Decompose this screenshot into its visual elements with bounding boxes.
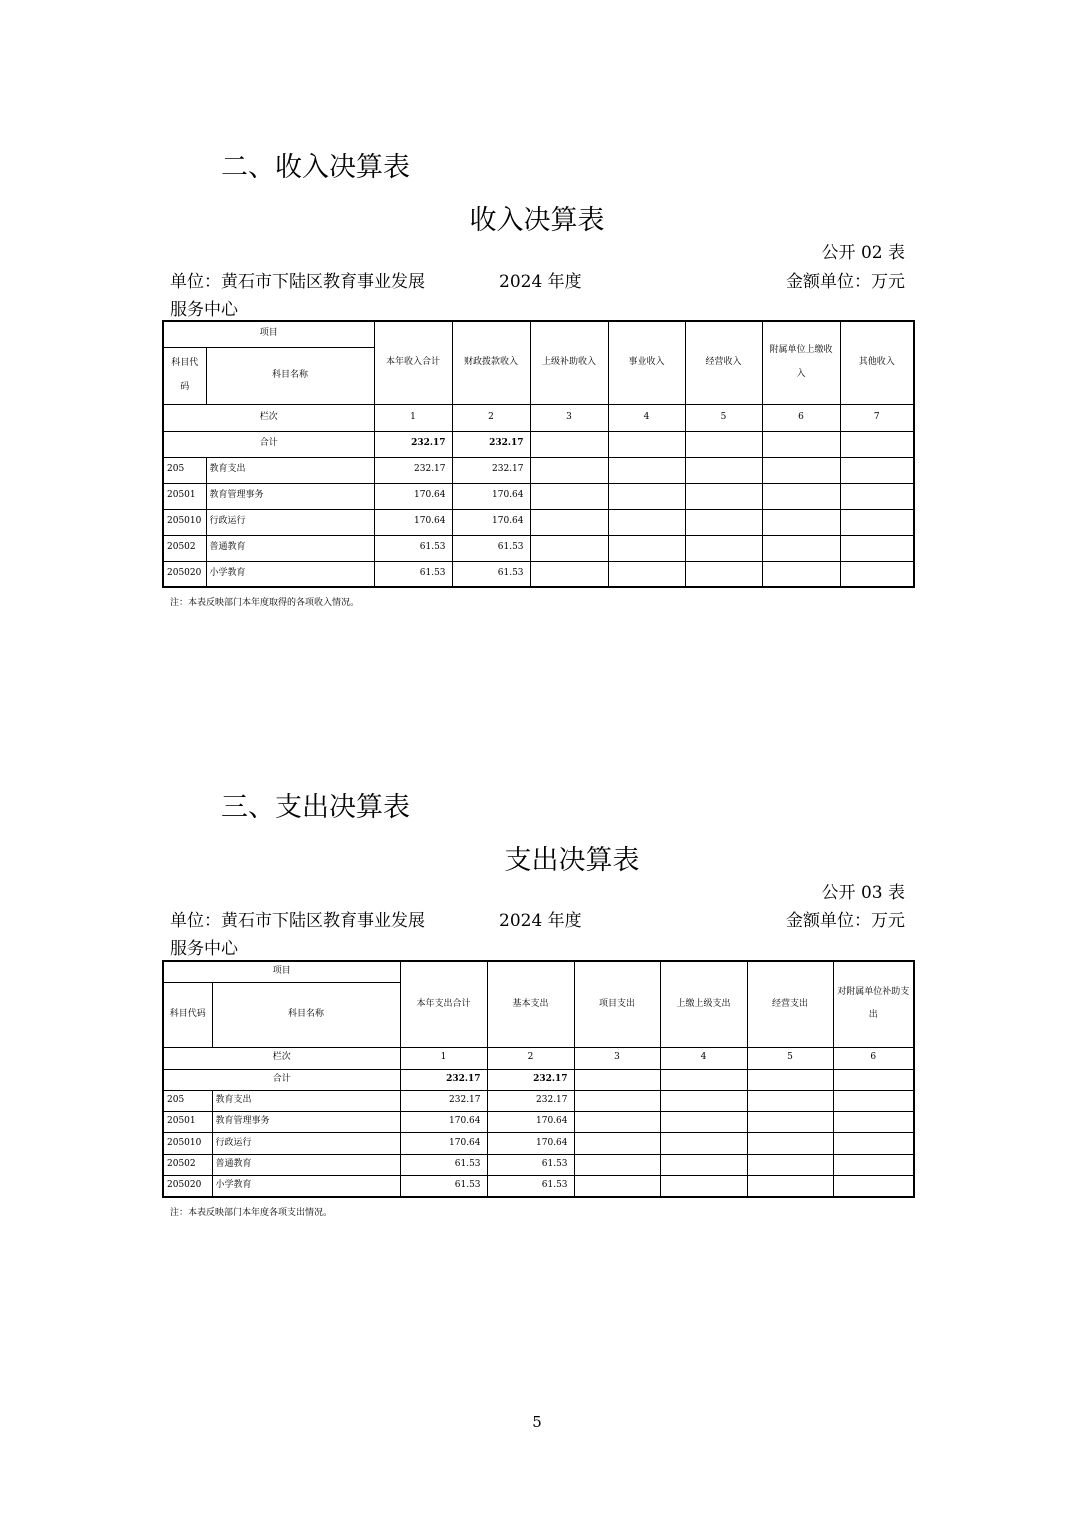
table-row	[163, 1154, 914, 1175]
cell-value: 61.53	[487, 1176, 574, 1197]
total-value	[833, 1069, 914, 1090]
table-title-income: 收入决算表	[469, 205, 605, 236]
column-header: 其他收入	[840, 321, 914, 404]
cell-value: 232.17	[374, 457, 452, 483]
income-table	[162, 320, 915, 588]
subject-name: 教育支出	[206, 457, 374, 483]
table-row	[163, 561, 914, 587]
total-value	[530, 431, 608, 457]
column-index: 3	[574, 1047, 660, 1069]
currency-label: 金额单位：万元	[786, 911, 905, 931]
cell-value: 170.64	[487, 1133, 574, 1154]
cell-value: 232.17	[487, 1090, 574, 1111]
unit-label: 单位：黄石市下陆区教育事业发展	[170, 911, 425, 931]
table-row	[163, 483, 914, 509]
cell-value: 232.17	[452, 457, 530, 483]
subject-code: 205020	[163, 561, 206, 587]
header-code: 科目代码	[163, 347, 206, 404]
subject-code: 20501	[163, 1111, 212, 1132]
cell-value	[660, 1090, 747, 1111]
column-header: 经营支出	[747, 961, 833, 1047]
subject-code: 205	[163, 1090, 212, 1111]
cell-value	[574, 1111, 660, 1132]
cell-value: 170.64	[374, 509, 452, 535]
currency-label: 金额单位：万元	[786, 272, 905, 292]
subject-code: 205	[163, 457, 206, 483]
cell-value	[530, 509, 608, 535]
cell-value: 61.53	[374, 535, 452, 561]
cell-value	[840, 483, 914, 509]
cell-value	[685, 483, 762, 509]
cell-value: 61.53	[374, 561, 452, 587]
cell-value: 170.64	[487, 1111, 574, 1132]
cell-value: 170.64	[374, 483, 452, 509]
cell-value	[747, 1090, 833, 1111]
cell-value	[530, 483, 608, 509]
cell-value	[762, 509, 840, 535]
year-label: 2024 年度	[499, 272, 582, 292]
cell-value	[685, 561, 762, 587]
column-index: 2	[452, 404, 530, 431]
cell-value: 61.53	[400, 1154, 487, 1175]
cell-value	[530, 561, 608, 587]
cell-value	[685, 457, 762, 483]
column-index-row	[163, 404, 914, 431]
total-value	[762, 431, 840, 457]
cell-value	[747, 1111, 833, 1132]
column-index: 5	[747, 1047, 833, 1069]
section-heading-expense: 三、支出决算表	[221, 792, 410, 823]
header-row	[163, 961, 914, 982]
total-value	[747, 1069, 833, 1090]
cell-value: 61.53	[452, 535, 530, 561]
cell-value	[747, 1176, 833, 1197]
form-number: 公开 02 表	[821, 243, 905, 263]
table-row	[163, 1176, 914, 1197]
total-label: 合计	[163, 431, 374, 457]
header-row	[163, 321, 914, 347]
table-title-expense: 支出决算表	[504, 845, 640, 876]
subject-code: 205010	[163, 509, 206, 535]
subject-name: 小学教育	[212, 1176, 400, 1197]
cell-value	[762, 457, 840, 483]
cell-value	[833, 1111, 914, 1132]
column-header: 项目支出	[574, 961, 660, 1047]
cell-value: 170.64	[400, 1111, 487, 1132]
column-header: 对附属单位补助支出	[833, 961, 914, 1047]
cell-value	[762, 561, 840, 587]
subject-code: 20502	[163, 535, 206, 561]
table-row	[163, 1090, 914, 1111]
cell-value	[530, 535, 608, 561]
cell-value: 61.53	[400, 1176, 487, 1197]
unit-label-cont: 服务中心	[170, 939, 238, 959]
cell-value	[660, 1133, 747, 1154]
total-label: 合计	[163, 1069, 400, 1090]
column-index: 4	[660, 1047, 747, 1069]
section-heading-income: 二、收入决算表	[221, 152, 410, 183]
subject-name: 教育管理事务	[212, 1111, 400, 1132]
cell-value	[833, 1176, 914, 1197]
table-note: 注：本表反映部门本年度取得的各项收入情况。	[170, 598, 360, 608]
cell-value	[574, 1090, 660, 1111]
total-value: 232.17	[374, 431, 452, 457]
subject-name: 教育管理事务	[206, 483, 374, 509]
subject-name: 行政运行	[212, 1133, 400, 1154]
total-row	[163, 1069, 914, 1090]
cell-value	[833, 1090, 914, 1111]
cell-value: 170.64	[452, 509, 530, 535]
cell-value	[685, 535, 762, 561]
table-row	[163, 457, 914, 483]
cell-value	[747, 1154, 833, 1175]
unit-label: 单位：黄石市下陆区教育事业发展	[170, 272, 425, 292]
column-index: 6	[833, 1047, 914, 1069]
cell-value	[660, 1154, 747, 1175]
column-index-label: 栏次	[163, 404, 374, 431]
subject-code: 205020	[163, 1176, 212, 1197]
column-index: 3	[530, 404, 608, 431]
cell-value	[840, 509, 914, 535]
column-header: 附属单位上缴收入	[762, 321, 840, 404]
column-header: 财政拨款收入	[452, 321, 530, 404]
cell-value	[608, 561, 685, 587]
table-row	[163, 1133, 914, 1154]
header-code: 科目代码	[163, 982, 212, 1047]
header-name: 科目名称	[206, 347, 374, 404]
total-value	[685, 431, 762, 457]
cell-value	[574, 1154, 660, 1175]
subject-code: 20501	[163, 483, 206, 509]
subject-code: 205010	[163, 1133, 212, 1154]
total-row	[163, 431, 914, 457]
cell-value: 61.53	[487, 1154, 574, 1175]
cell-value	[530, 457, 608, 483]
cell-value	[762, 535, 840, 561]
total-value	[574, 1069, 660, 1090]
subject-name: 教育支出	[212, 1090, 400, 1111]
cell-value: 170.64	[400, 1133, 487, 1154]
cell-value	[608, 483, 685, 509]
total-value	[660, 1069, 747, 1090]
cell-value	[574, 1133, 660, 1154]
year-label: 2024 年度	[499, 911, 582, 931]
cell-value	[574, 1176, 660, 1197]
column-header: 上级补助收入	[530, 321, 608, 404]
table-row	[163, 535, 914, 561]
total-value	[840, 431, 914, 457]
header-item: 项目	[163, 961, 400, 982]
page-number: 5	[532, 1413, 542, 1431]
column-index: 5	[685, 404, 762, 431]
cell-value	[840, 457, 914, 483]
total-value: 232.17	[487, 1069, 574, 1090]
table-row	[163, 509, 914, 535]
table-row	[163, 1111, 914, 1132]
cell-value	[833, 1154, 914, 1175]
cell-value	[840, 561, 914, 587]
column-header: 经营收入	[685, 321, 762, 404]
total-value: 232.17	[400, 1069, 487, 1090]
total-value	[608, 431, 685, 457]
column-index: 2	[487, 1047, 574, 1069]
total-value: 232.17	[452, 431, 530, 457]
cell-value	[660, 1176, 747, 1197]
column-index: 7	[840, 404, 914, 431]
column-index: 1	[374, 404, 452, 431]
column-header: 本年收入合计	[374, 321, 452, 404]
subject-name: 普通教育	[212, 1154, 400, 1175]
subject-name: 行政运行	[206, 509, 374, 535]
cell-value	[608, 457, 685, 483]
column-index: 6	[762, 404, 840, 431]
table-note: 注：本表反映部门本年度各项支出情况。	[170, 1208, 333, 1218]
column-index-row	[163, 1047, 914, 1069]
cell-value: 170.64	[452, 483, 530, 509]
cell-value	[685, 509, 762, 535]
column-header: 事业收入	[608, 321, 685, 404]
cell-value: 232.17	[400, 1090, 487, 1111]
subject-name: 小学教育	[206, 561, 374, 587]
column-index-label: 栏次	[163, 1047, 400, 1069]
form-number: 公开 03 表	[821, 883, 905, 903]
cell-value: 61.53	[452, 561, 530, 587]
column-header: 本年支出合计	[400, 961, 487, 1047]
header-item: 项目	[163, 321, 374, 347]
column-index: 4	[608, 404, 685, 431]
subject-name: 普通教育	[206, 535, 374, 561]
cell-value	[833, 1133, 914, 1154]
cell-value	[840, 535, 914, 561]
cell-value	[747, 1133, 833, 1154]
column-header: 上缴上级支出	[660, 961, 747, 1047]
cell-value	[608, 535, 685, 561]
column-header: 基本支出	[487, 961, 574, 1047]
cell-value	[660, 1111, 747, 1132]
subject-code: 20502	[163, 1154, 212, 1175]
column-index: 1	[400, 1047, 487, 1069]
cell-value	[608, 509, 685, 535]
unit-label-cont: 服务中心	[170, 300, 238, 320]
cell-value	[762, 483, 840, 509]
header-name: 科目名称	[212, 982, 400, 1047]
expense-table	[162, 960, 915, 1198]
